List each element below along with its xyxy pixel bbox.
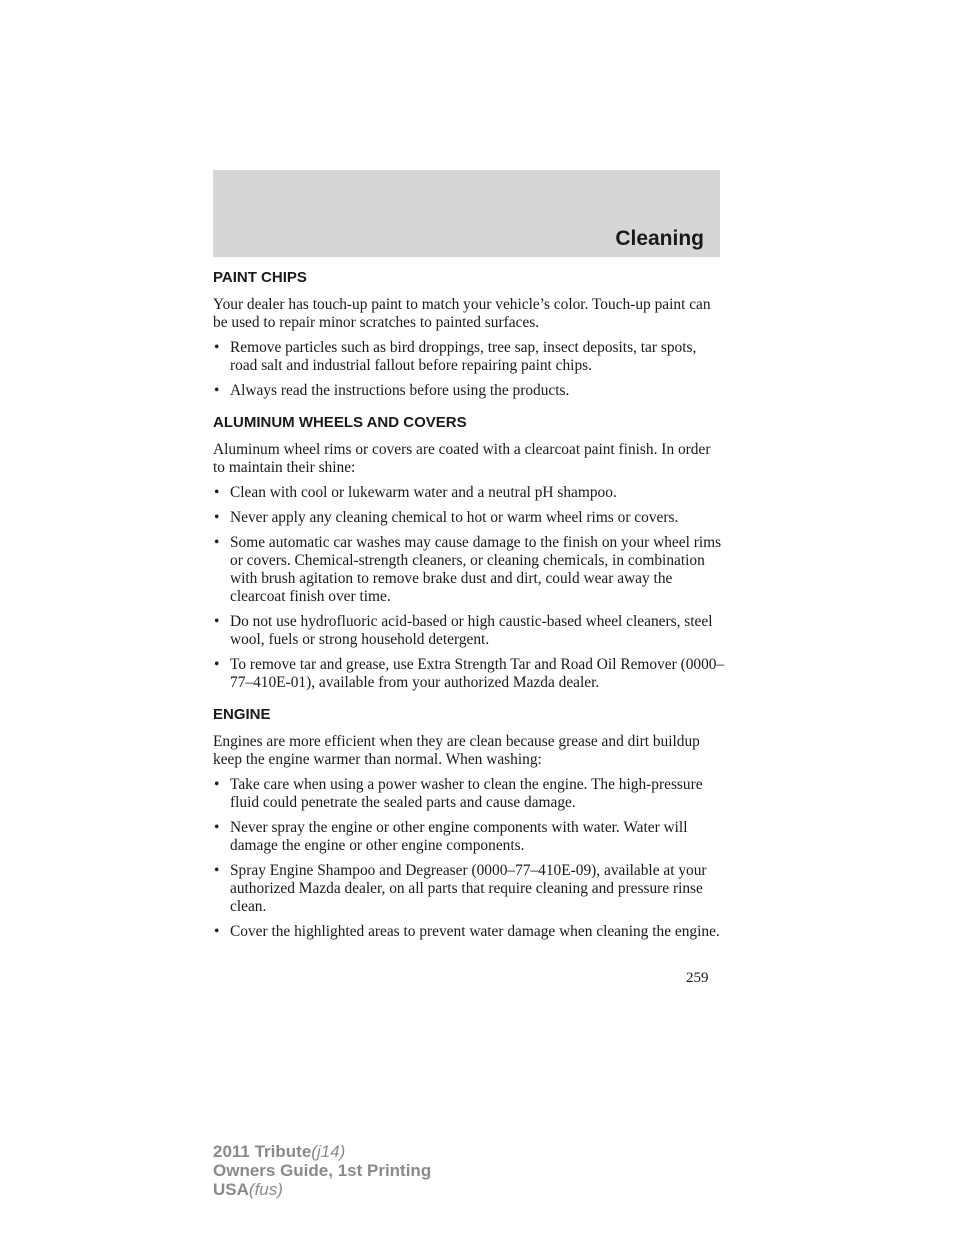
list-item: • Clean with cool or lukewarm water and a neutral pH shampoo. <box>214 484 617 501</box>
list-item: • Do not use hydrofluoric acid-based or high caustic-based wheel cleaners, steel wool, fuels or strong household detergent. <box>214 613 713 648</box>
bullet-icon: • <box>214 923 220 940</box>
section-paint-chips <box>213 269 725 400</box>
footer-model: 2011 Tribute <box>213 1142 312 1161</box>
section-intro: Your dealer has touch-up paint to match your vehicle’s color. Touch-up paint can be used to repair minor scratches to painted surfaces. <box>213 296 711 331</box>
section-intro: Engines are more efficient when they are clean because grease and dirt buildup keep the engine warmer than normal. When washing: <box>213 733 700 768</box>
chapter-title: Cleaning <box>615 227 704 250</box>
footer-market-line <box>213 1180 431 1199</box>
bullet-icon: • <box>214 656 220 673</box>
list-item: • Spray Engine Shampoo and Degreaser (0000–77–410E-09), available at your authorized Mazda dealer, on all parts that require cleaning and pressure rinse clean. <box>214 862 707 915</box>
list-item: • To remove tar and grease, use Extra Strength Tar and Road Oil Remover (0000–77–410E-01), available from your authorized Mazda dealer. <box>214 656 725 691</box>
section-heading: ALUMINUM WHEELS AND COVERS <box>213 414 467 431</box>
page-number: 259 <box>686 970 709 986</box>
section-heading: ENGINE <box>213 706 271 723</box>
footer-model-code: (j14) <box>311 1142 346 1161</box>
bullet-icon: • <box>214 339 220 356</box>
page-content <box>213 269 725 948</box>
footer-model-line <box>213 1142 431 1161</box>
bullet-icon: • <box>214 509 220 526</box>
list-item: • Always read the instructions before using the products. <box>214 382 570 399</box>
bullet-icon: • <box>214 862 220 879</box>
bullet-icon: • <box>214 382 220 399</box>
list-item: • Some automatic car washes may cause damage to the finish on your wheel rims or covers. Chemical-strength cleaners, or cleaning chemicals, in combination with brush agitation to remove brake dust and dirt, could wear away the clearcoat finish over time. <box>214 534 722 605</box>
bullet-icon: • <box>214 534 220 551</box>
footer-printing-line: Owners Guide, 1st Printing <box>213 1161 432 1180</box>
bullet-icon: • <box>214 819 220 836</box>
list-item: • Never spray the engine or other engine components with water. Water will damage the engine or other engine components. <box>214 819 688 854</box>
list-item: • Take care when using a power washer to clean the engine. The high-pressure fluid could penetrate the sealed parts and cause damage. <box>214 776 703 811</box>
section-aluminum-wheels <box>213 414 725 692</box>
section-intro: Aluminum wheel rims or covers are coated with a clearcoat paint finish. In order to maintain their shine: <box>213 441 711 476</box>
bullet-icon: • <box>214 776 220 793</box>
section-heading: PAINT CHIPS <box>213 269 307 286</box>
print-footer <box>213 1142 431 1199</box>
bullet-icon: • <box>214 613 220 630</box>
section-engine <box>213 706 725 941</box>
list-item: • Cover the highlighted areas to prevent water damage when cleaning the engine. <box>214 923 720 940</box>
list-item: • Never apply any cleaning chemical to hot or warm wheel rims or covers. <box>214 509 679 526</box>
chapter-header-band <box>213 170 720 257</box>
bullet-list <box>213 339 725 400</box>
footer-market-code: (fus) <box>248 1180 283 1199</box>
bullet-icon: • <box>214 484 220 501</box>
bullet-list <box>213 776 725 941</box>
footer-market: USA <box>213 1180 249 1199</box>
list-item: • Remove particles such as bird droppings, tree sap, insect deposits, tar spots, road salt and industrial fallout before repairing paint chips. <box>214 339 697 374</box>
bullet-list <box>213 484 725 692</box>
